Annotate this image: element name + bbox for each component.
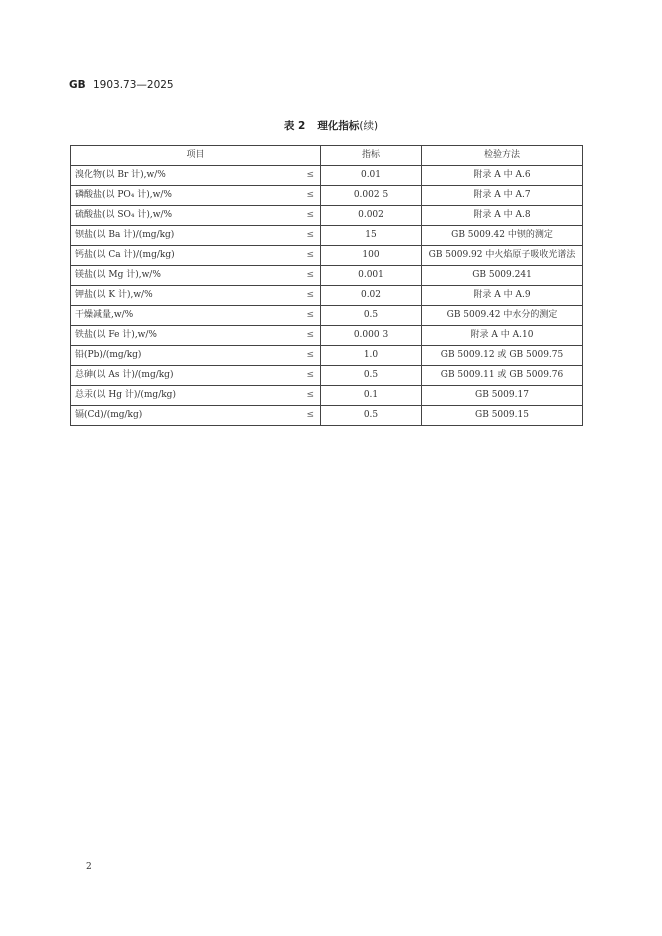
standard-header <box>69 79 174 91</box>
row-relation: ≤ <box>296 406 321 426</box>
row-item: 钾盐(以 K 计),w/% <box>71 286 297 306</box>
table-row <box>71 406 583 426</box>
row-relation: ≤ <box>296 366 321 386</box>
standard-gb-label: GB <box>69 79 86 91</box>
row-value: 15 <box>321 226 422 246</box>
table-row <box>71 166 583 186</box>
table-row <box>71 306 583 326</box>
column-header-method: 检验方法 <box>422 146 583 166</box>
row-item: 干燥减量,w/% <box>71 306 297 326</box>
row-item: 总汞(以 Hg 计)/(mg/kg) <box>71 386 297 406</box>
row-value: 0.001 <box>321 266 422 286</box>
row-value: 0.5 <box>321 406 422 426</box>
table-row <box>71 226 583 246</box>
row-method: GB 5009.241 <box>422 266 583 286</box>
row-value: 0.5 <box>321 366 422 386</box>
row-relation: ≤ <box>296 246 321 266</box>
row-method: GB 5009.12 或 GB 5009.75 <box>422 346 583 366</box>
row-method: GB 5009.11 或 GB 5009.76 <box>422 366 583 386</box>
row-relation: ≤ <box>296 386 321 406</box>
row-value: 0.02 <box>321 286 422 306</box>
table-row <box>71 246 583 266</box>
row-value: 0.1 <box>321 386 422 406</box>
row-value: 100 <box>321 246 422 266</box>
row-relation: ≤ <box>296 186 321 206</box>
table-row <box>71 386 583 406</box>
table-continued-label: (续) <box>359 120 379 132</box>
table-title-text: 理化指标 <box>317 120 360 132</box>
row-method: 附录 A 中 A.8 <box>422 206 583 226</box>
table-title <box>0 118 662 133</box>
row-relation: ≤ <box>296 166 321 186</box>
row-item: 硫酸盐(以 SO₄ 计),w/% <box>71 206 297 226</box>
table-row <box>71 366 583 386</box>
row-value: 0.002 <box>321 206 422 226</box>
row-value: 1.0 <box>321 346 422 366</box>
row-relation: ≤ <box>296 266 321 286</box>
row-method: GB 5009.42 中钡的测定 <box>422 226 583 246</box>
row-value: 0.000 3 <box>321 326 422 346</box>
table-row <box>71 186 583 206</box>
row-method: GB 5009.42 中水分的测定 <box>422 306 583 326</box>
row-method: 附录 A 中 A.9 <box>422 286 583 306</box>
row-method: GB 5009.17 <box>422 386 583 406</box>
row-relation: ≤ <box>296 286 321 306</box>
standard-number: 1903.73—2025 <box>92 79 174 91</box>
row-relation: ≤ <box>296 226 321 246</box>
table-row <box>71 286 583 306</box>
row-value: 0.002 5 <box>321 186 422 206</box>
column-header-item: 项目 <box>71 146 321 166</box>
row-item: 总砷(以 As 计)/(mg/kg) <box>71 366 297 386</box>
row-relation: ≤ <box>296 306 321 326</box>
row-item: 溴化物(以 Br 计),w/% <box>71 166 297 186</box>
row-relation: ≤ <box>296 326 321 346</box>
table-header-row <box>71 146 583 166</box>
row-item: 钙盐(以 Ca 计)/(mg/kg) <box>71 246 297 266</box>
row-method: 附录 A 中 A.7 <box>422 186 583 206</box>
table-number: 表 2 <box>283 120 306 132</box>
row-item: 铅(Pb)/(mg/kg) <box>71 346 297 366</box>
row-item: 镁盐(以 Mg 计),w/% <box>71 266 297 286</box>
row-item: 镉(Cd)/(mg/kg) <box>71 406 297 426</box>
row-method: 附录 A 中 A.10 <box>422 326 583 346</box>
row-method: GB 5009.92 中火焰原子吸收光谱法 <box>422 246 583 266</box>
row-value: 0.5 <box>321 306 422 326</box>
row-relation: ≤ <box>296 346 321 366</box>
row-method: GB 5009.15 <box>422 406 583 426</box>
row-method: 附录 A 中 A.6 <box>422 166 583 186</box>
table-row <box>71 346 583 366</box>
row-relation: ≤ <box>296 206 321 226</box>
page-number: 2 <box>86 862 92 872</box>
table-row <box>71 206 583 226</box>
row-item: 磷酸盐(以 PO₄ 计),w/% <box>71 186 297 206</box>
row-item: 钡盐(以 Ba 计)/(mg/kg) <box>71 226 297 246</box>
row-item: 铁盐(以 Fe 计),w/% <box>71 326 297 346</box>
specification-table <box>70 145 583 426</box>
table-row <box>71 326 583 346</box>
column-header-index: 指标 <box>321 146 422 166</box>
row-value: 0.01 <box>321 166 422 186</box>
table-row <box>71 266 583 286</box>
